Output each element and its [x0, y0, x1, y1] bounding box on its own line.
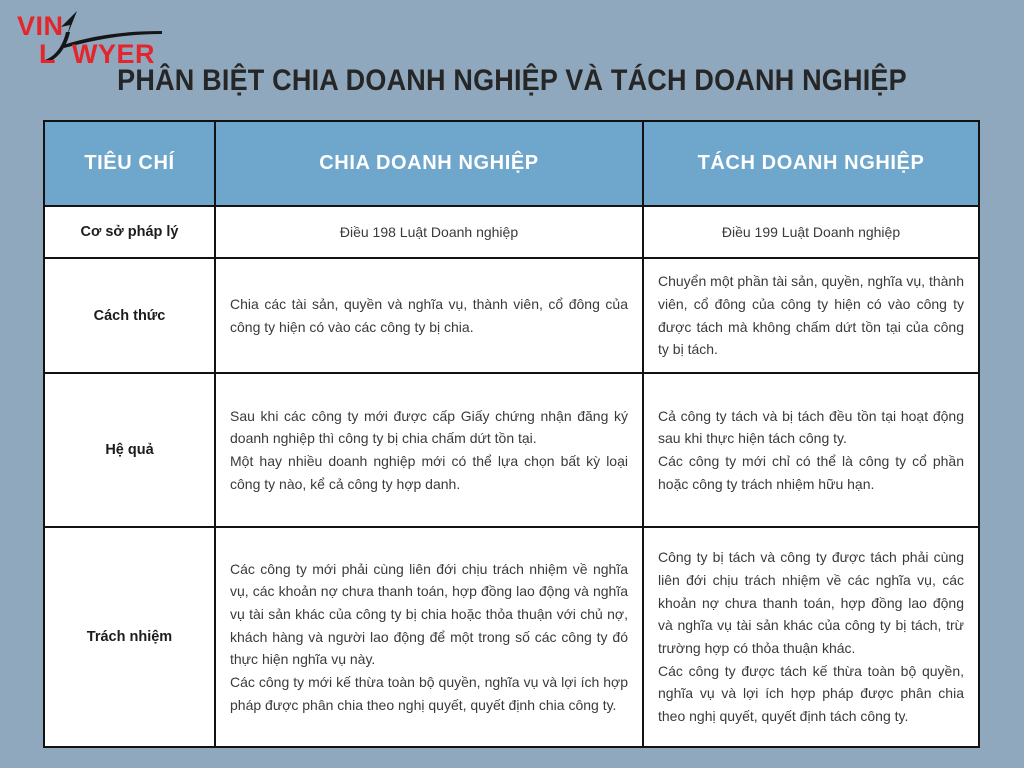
- cell-paragraph: Điều 198 Luật Doanh nghiệp: [339, 223, 519, 240]
- vinalawyer-logo: [14, 8, 166, 66]
- cell-paragraph: Một hay nhiều doanh nghiệp mới có thể lựa chọn bất kỳ loại công ty nào, kể cả công ty hợp danh.: [230, 453, 628, 492]
- cell-paragraph: Cả công ty tách và bị tách đều tồn tại hoạt động sau khi thực hiện tách công ty.: [658, 407, 964, 447]
- header-tieu-chi: TIÊU CHÍ: [44, 121, 215, 206]
- cell-paragraph: Sau khi các công ty mới được cấp Giấy chứng nhận đăng ký doanh nghiệp thì công ty bị chia chấm dứt tồn tại.: [230, 407, 628, 447]
- logo-text-vin: VIN: [17, 11, 64, 41]
- cell-chia: [215, 258, 643, 373]
- table-row: [44, 206, 979, 258]
- table-header-row: [44, 121, 979, 206]
- cell-paragraph: Chuyển một phần tài sản, quyền, nghĩa vụ, thành viên, cổ đông của công ty hiện có vào công ty được tách mà không chấm dứt tồn tại của công ty bị tách.: [658, 273, 964, 358]
- cell-paragraph: Các công ty mới chỉ có thể là công ty cổ phần hoặc công ty trách nhiệm hữu hạn.: [658, 453, 964, 492]
- cell-chia: [215, 373, 643, 527]
- header-tach-doanh-nghiep: TÁCH DOANH NGHIỆP: [643, 121, 979, 206]
- cell-tach: [643, 206, 979, 258]
- cell-tach: [643, 527, 979, 747]
- comparison-table: [43, 120, 980, 748]
- cell-paragraph: Các công ty được tách kế thừa toàn bộ quyền, nghĩa vụ và lợi ích hợp pháp được phân chia theo nghị quyết, quyết định tách công ty.: [658, 662, 964, 725]
- cell-paragraph: Điều 199 Luật Doanh nghiệp: [721, 223, 901, 240]
- row-label: Cách thức: [44, 258, 215, 373]
- logo-text-wyer: WYER: [72, 39, 155, 66]
- table-row: [44, 258, 979, 373]
- cell-paragraph: Các công ty mới phải cùng liên đới chịu trách nhiệm về nghĩa vụ, các khoản nợ chưa thanh toán, hợp đồng lao động và nghĩa vụ tài sản khác của công ty bị chia hoặc thỏa thuận với chủ nợ, khách hàng và người lao động để một trong số các công ty đó thực hiện nghĩa vụ này.: [230, 560, 628, 668]
- cell-tach: [643, 373, 979, 527]
- table-row: [44, 373, 979, 527]
- cell-tach: [643, 258, 979, 373]
- row-label: Trách nhiệm: [44, 527, 215, 747]
- header-chia-doanh-nghiep: CHIA DOANH NGHIỆP: [215, 121, 643, 206]
- cell-paragraph: Chia các tài sản, quyền và nghĩa vụ, thành viên, cổ đông của công ty hiện có vào các công ty bị chia.: [230, 295, 628, 335]
- table-row: [44, 527, 979, 747]
- cell-chia: [215, 206, 643, 258]
- cell-paragraph: Các công ty mới kế thừa toàn bộ quyền, nghĩa vụ và lợi ích hợp pháp được phân chia theo nghị quyết, quyết định chia công ty.: [230, 674, 628, 713]
- row-label: Cơ sở pháp lý: [44, 206, 215, 258]
- page-title: PHÂN BIỆT CHIA DOANH NGHIỆP VÀ TÁCH DOANH NGHIỆP: [117, 64, 907, 97]
- row-label: Hệ quả: [44, 373, 215, 527]
- cell-chia: [215, 527, 643, 747]
- logo-text-l: L: [39, 39, 56, 66]
- cell-paragraph: Công ty bị tách và công ty được tách phải cùng liên đới chịu trách nhiệm về các nghĩa vụ, các khoản nợ chưa thanh toán, hợp đồng lao động và nghĩa vụ tài sản khác của công ty bị tách, trừ trường hợp có thỏa thuận khác.: [658, 549, 964, 656]
